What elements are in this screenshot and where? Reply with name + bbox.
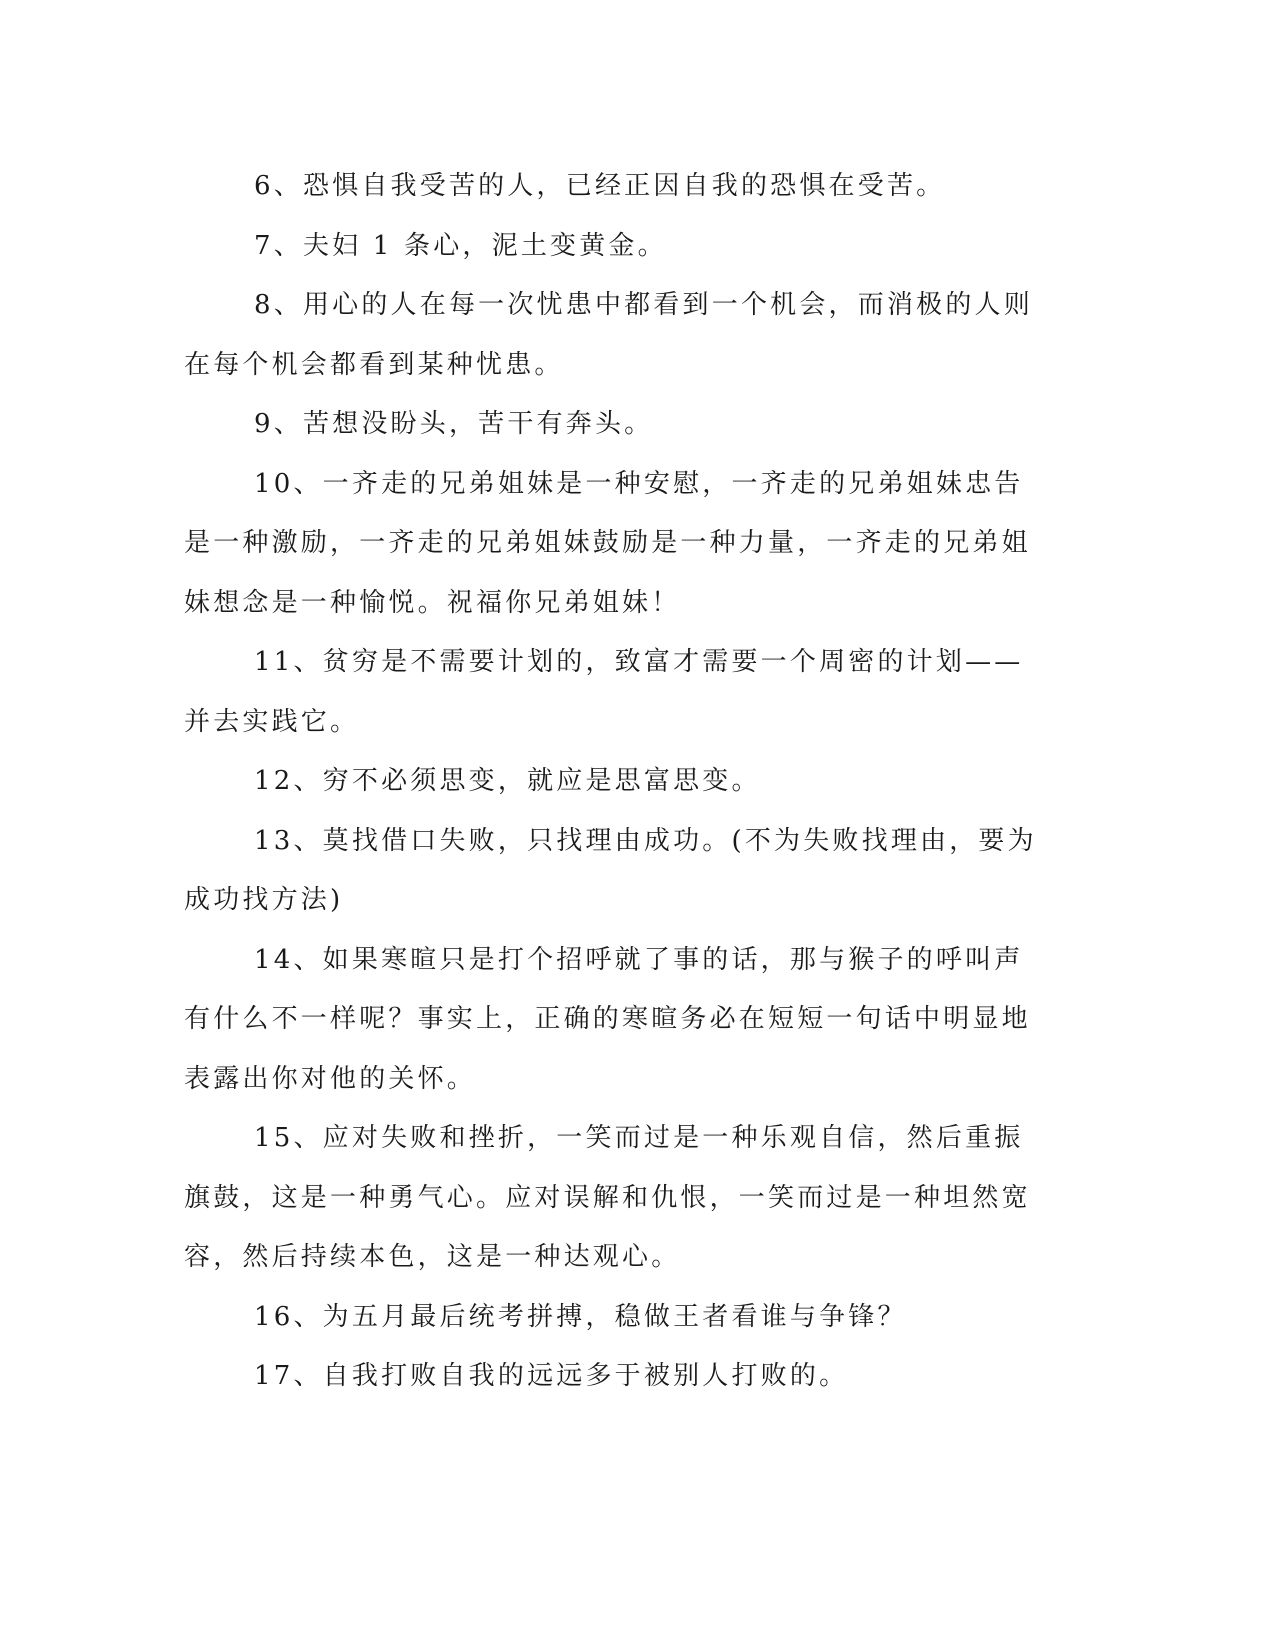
- paragraph-7: 7、夫妇 1 条心，泥土变黄金。: [254, 230, 667, 261]
- paragraph-15: 15、应对失败和挫折，一笑而过是一种乐观自信，然后重振旗鼓，这是一种勇气心。应对误解和仇恨，一笑而过是一种坦然宽容，然后持续本色，这是一种达观心。: [184, 1123, 1031, 1272]
- document-body: [184, 157, 1049, 1407]
- paragraph-9: 9、苦想没盼头，苦干有奔头。: [254, 409, 654, 439]
- paragraph-16: 16、为五月最后统考拼搏，稳做王者看谁与争锋？: [254, 1301, 907, 1332]
- paragraph-17: 17、自我打败自我的远远多于被别人打败的。: [254, 1361, 849, 1391]
- paragraph-10: 10、一齐走的兄弟姐妹是一种安慰，一齐走的兄弟姐妹忠告是一种激励，一齐走的兄弟姐妹鼓励是一种力量，一齐走的兄弟姐妹想念是一种愉悦。祝福你兄弟姐妹！: [184, 468, 1031, 618]
- paragraph-14: 14、如果寒暄只是打个招呼就了事的话，那与猴子的呼叫声有什么不一样呢？事实上，正确的寒暄务必在短短一句话中明显地表露出你对他的关怀。: [184, 944, 1031, 1094]
- paragraph-11: 11、贫穷是不需要计划的，致富才需要一个周密的计划——并去实践它。: [184, 647, 1024, 737]
- paragraph-13: 13、莫找借口失败，只找理由成功。(不为失败找理由，要为成功找方法): [184, 825, 1037, 915]
- paragraph-8: 8、用心的人在每一次忧患中都看到一个机会，而消极的人则在每个机会都看到某种忧患。: [184, 290, 1033, 380]
- paragraph-6: 6、恐惧自我受苦的人，已经正因自我的恐惧在受苦。: [254, 171, 946, 201]
- paragraph-12: 12、穷不必须思变，就应是思富思变。: [254, 766, 761, 796]
